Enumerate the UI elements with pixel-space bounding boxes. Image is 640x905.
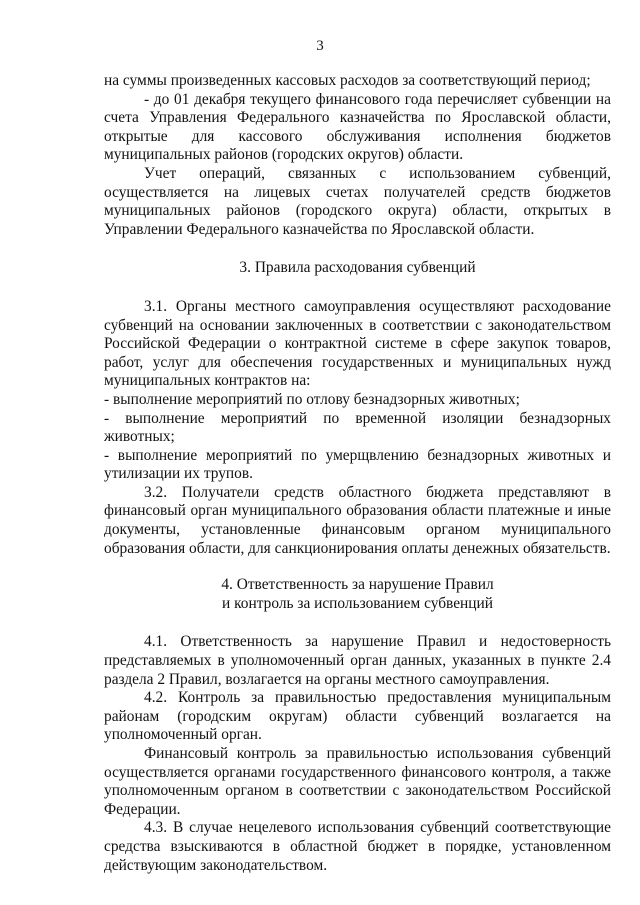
paragraph-4-1: 4.1. Ответственность за нарушение Правил и недостоверность представляемых в уполномоченный орган данных, указанных в пункте 2.4 раздела 2 Правил, возлагается на органы местного самоуправления. [104, 633, 611, 688]
document-body [104, 72, 611, 875]
paragraph-intro-3: Учет операций, связанных с использованием субвенций, осуществляется на лицевых счетах получателей средств бюджетов муниципальных районов (городского округа) области, открытых в Управлении Федерального казначейства по Ярославской области. [104, 164, 611, 238]
page-number: 3 [316, 38, 324, 54]
paragraph-intro-1: на суммы произведенных кассовых расходов за соответствующий период; [104, 72, 591, 89]
paragraph-3-1: 3.1. Органы местного самоуправления осуществляют расходование субвенций на основании заключенных в соответствии с законодательством Российской Федерации о контрактной системе в сфере закупок товаров, работ, услуг для обеспечения государственных и муниципальных нужд муниципальных контрактов на: [104, 297, 611, 390]
section-4-title-line-2: и контроль за использованием субвенций [222, 594, 493, 612]
list-item-3-1-c: - выполнение мероприятий по умерщвлению безнадзорных животных и утилизации их трупов. [104, 446, 611, 483]
paragraph-4-3: 4.3. В случае нецелевого использования субвенций соответствующие средства взыскиваются в областной бюджет в порядке, установленном действующим законодательством. [104, 819, 611, 874]
paragraph-intro-2: - до 01 декабря текущего финансового года перечисляет субвенции на счета Управления Федерального казначейства по Ярославской области, открытые для кассового обслуживания исполнения бюджетов муниципальных районов (городских округов) области. [104, 90, 611, 164]
list-item-3-1-b: - выполнение мероприятий по временной изоляции безнадзорных животных; [104, 409, 611, 446]
section-4-title [104, 576, 611, 613]
paragraph-4-2: 4.2. Контроль за правильностью предоставления муниципальным районам (городским округам) области субвенций возлагается на уполномоченный орган. [104, 689, 611, 744]
section-4-title-line-1: 4. Ответственность за нарушение Правил [221, 576, 494, 594]
paragraph-3-2: 3.2. Получатели средств областного бюджета представляют в финансовый орган муниципального образования области платежные и иные документы, установленные финансовым органом муниципального образования области, для санкционирования оплаты денежных обязательств. [104, 483, 611, 557]
paragraph-4-2-financial-control: Финансовый контроль за правильностью использования субвенций осуществляется органами государственного финансового контроля, а также уполномоченным органом в соответствии с законодательством Российской Федерации. [104, 745, 611, 818]
section-3-title: 3. Правила расходования субвенций [239, 259, 476, 277]
list-item-3-1-a: - выполнение мероприятий по отлову безнадзорных животных; [104, 390, 520, 408]
